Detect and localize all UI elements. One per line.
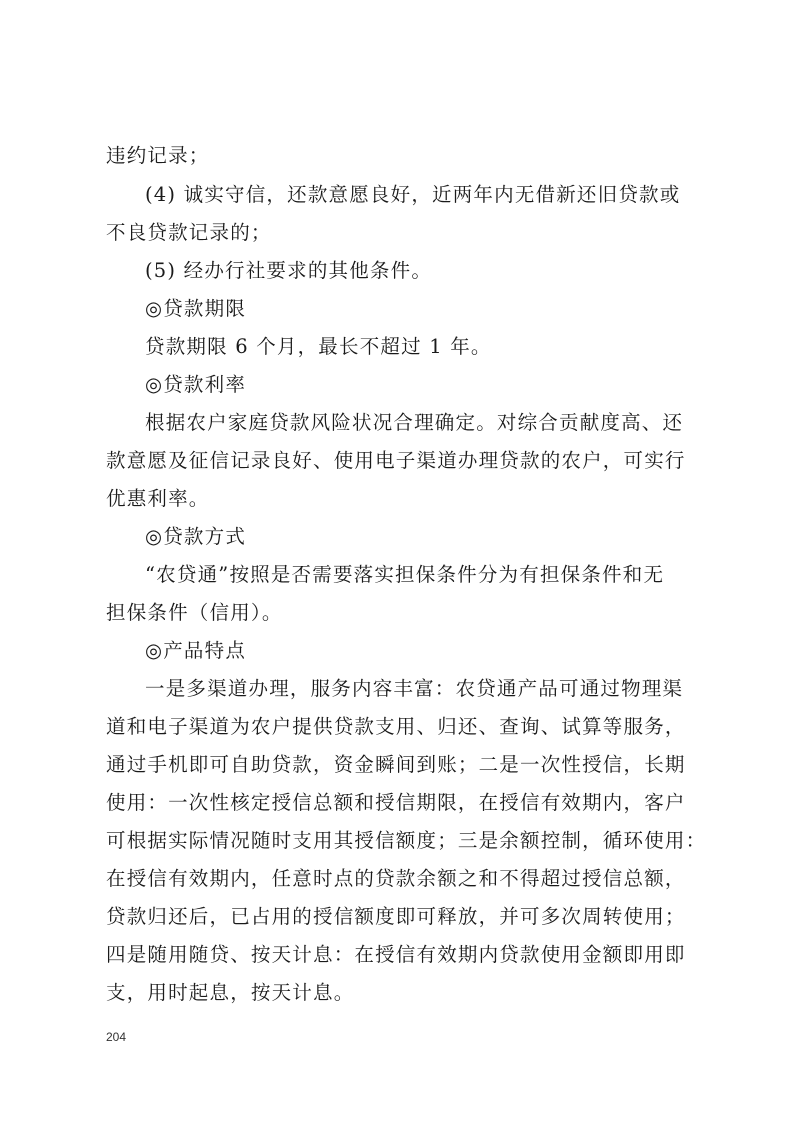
text-line: (5) 经办行社要求的其他条件。 [145,259,433,282]
text-line: 不良贷款记录的； [106,221,272,244]
section-heading: ◎贷款利率 [145,373,247,396]
text-line: 四是随用随贷、按天计息：在授信有效期内贷款使用金额即用即 [106,943,686,966]
text-line: 可根据实际情况随时支用其授信额度；三是余额控制，循环使用： [106,829,707,852]
text-line: 贷款期限 6 个月，最长不超过 1 年。 [145,335,492,358]
text-line: 通过手机即可自助贷款，资金瞬间到账；二是一次性授信，长期 [106,753,686,776]
text-line: 根据农户家庭贷款风险状况合理确定。对综合贡献度高、还 [145,411,684,434]
text-line: 违约记录； [106,144,210,167]
text-line: 使用：一次性核定授信总额和授信期限，在授信有效期内，客户 [106,791,686,814]
text-line: 在授信有效期内，任意时点的贷款余额之和不得超过授信总额， [106,867,686,890]
text-line: 款意愿及征信记录良好、使用电子渠道办理贷款的农户，可实行 [106,449,686,472]
section-heading: ◎贷款期限 [145,297,247,320]
text-line: 支，用时起息，按天计息。 [106,981,355,1004]
text-line: 道和电子渠道为农户提供贷款支用、归还、查询、试算等服务， [106,715,686,738]
text-line: 一是多渠道办理，服务内容丰富：农贷通产品可通过物理渠 [145,677,684,700]
text-line: 优惠利率。 [106,487,210,510]
text-line: 贷款归还后，已占用的授信额度即可释放，并可多次周转使用； [106,905,686,928]
page-number: 204 [106,1030,127,1044]
section-heading: ◎产品特点 [145,639,247,662]
section-heading: ◎贷款方式 [145,525,247,548]
text-line: (4) 诚实守信，还款意愿良好，近两年内无借新还旧贷款或 [145,183,681,206]
text-line: 担保条件（信用）。 [106,601,283,624]
text-line: “农贷通”按照是否需要落实担保条件分为有担保条件和无 [145,563,665,586]
